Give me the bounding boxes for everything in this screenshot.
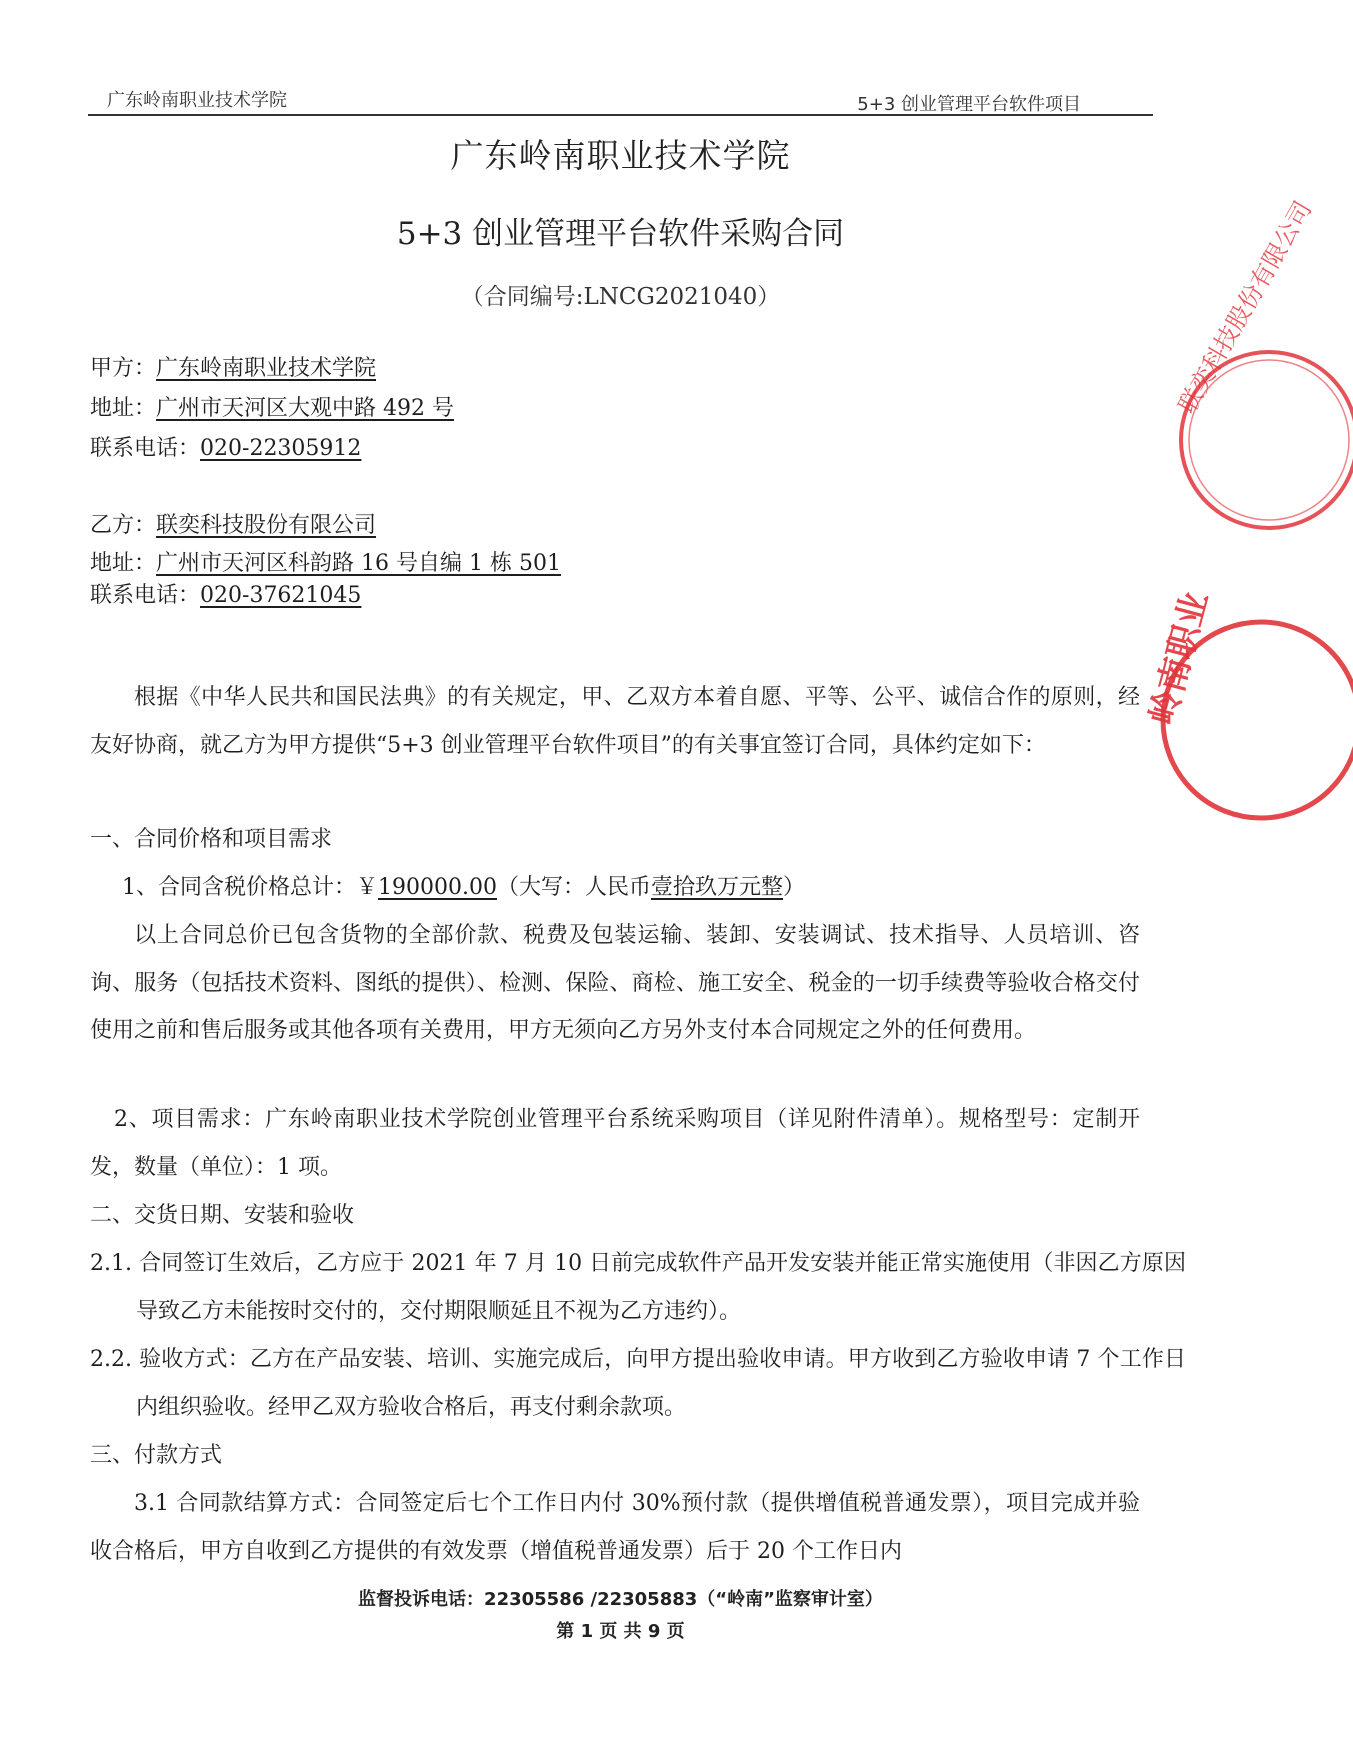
party-b-row (90, 508, 376, 539)
clause-3-1: 3.1 合同款结算方式：合同签定后七个工作日内付 30%预付款（提供增值税普通发票），项目完成并验收合格后，甲方自收到乙方提供的有效发票（增值税普通发票）后于 20 个工作日内 (90, 1491, 1140, 1564)
document-title: 广东岭南职业技术学院 (450, 136, 791, 175)
header-left: 广东岭南职业技术学院 (107, 90, 287, 111)
page-number: 第 1 页 共 9 页 (556, 1621, 685, 1642)
item-1-amount-words: 壹拾玖万元整 (651, 875, 784, 900)
college-seal (1142, 587, 1241, 830)
company-seal (1165, 196, 1318, 540)
item-1-amount: 190000.00 (378, 875, 497, 900)
party-a-label: 甲方： (90, 356, 157, 381)
party-a-phone-row (90, 431, 361, 462)
party-b-phone: 020-37621045 (200, 583, 362, 608)
intro-paragraph: 根据《中华人民共和国民法典》的有关规定，甲、乙双方本着自愿、平等、公平、诚信合作的原则，经友好协商，就乙方为甲方提供“5+3 创业管理平台软件项目”的有关事宜签订合同，具体约定如下： (90, 685, 1140, 758)
svg-text:联奕科技股份有限公司: 联奕科技股份有限公司 (1172, 196, 1318, 419)
party-a-phone: 020-22305912 (200, 436, 362, 461)
party-b-address-label: 地址： (90, 551, 157, 576)
item-1-detail: 以上合同总价已包含货物的全部价款、税费及包装运输、装卸、安装调试、技术指导、人员培训、咨询、服务（包括技术资料、图纸的提供）、检测、保险、商检、施工安全、税金的一切手续费等验收合格交付使用之前和售后服务或其他各项有关费用，甲方无须向乙方另外支付本合同规定之外的任何费用。 (90, 923, 1140, 1043)
party-b-address: 广州市天河区科韵路 16 号自编 1 栋 501 (156, 551, 561, 576)
section-2-heading: 二、交货日期、安装和验收 (90, 1203, 355, 1228)
document-subtitle: 5+3 创业管理平台软件采购合同 (396, 216, 845, 252)
party-a-address-row (90, 391, 454, 422)
party-b-address-row (90, 546, 561, 577)
party-a-address: 广州市天河区大观中路 492 号 (156, 396, 454, 421)
supervision-hotline: 监督投诉电话：22305586 /22305883（“岭南”监察审计室） (358, 1589, 883, 1610)
party-b-phone-row (90, 578, 361, 609)
clause-2-2: 2.2. 验收方式：乙方在产品安装、培训、实施完成后，向甲方提出验收申请。甲方收到乙方验收申请 7 个工作日内组织验收。经甲乙双方验收合格后，再支付剩余款项。 (90, 1347, 1186, 1420)
contract-number: （合同编号:LNCG2021040） (460, 284, 781, 310)
item-1-prefix: 1、合同含税价格总计：￥ (122, 875, 378, 900)
section-1-heading: 一、合同价格和项目需求 (90, 827, 333, 852)
svg-text:岭南职业: 岭南职业 (1142, 587, 1217, 730)
clause-2-1: 2.1. 合同签订生效后，乙方应于 2021 年 7 月 10 日前完成软件产品开发安装并能正常实施使用（非因乙方原因导致乙方未能按时交付的，交付期限顺延且不视为乙方违约）。 (90, 1251, 1186, 1324)
party-a-row (90, 351, 376, 382)
party-a-address-label: 地址： (90, 396, 157, 421)
party-a-name: 广东岭南职业技术学院 (156, 356, 377, 381)
item-2-requirement: 2、项目需求：广东岭南职业技术学院创业管理平台系统采购项目（详见附件清单）。规格型号：定制开发，数量（单位）：1 项。 (90, 1107, 1140, 1180)
item-1-suffix: ） (783, 875, 806, 900)
header-rule (88, 114, 1153, 116)
item-1-price (90, 864, 1140, 912)
party-b-name: 联奕科技股份有限公司 (156, 513, 377, 538)
party-b-label: 乙方： (90, 513, 157, 538)
party-b-phone-label: 联系电话： (90, 583, 201, 608)
section-3-heading: 三、付款方式 (90, 1443, 223, 1468)
item-1-mid: （大写：人民币 (496, 875, 651, 900)
party-a-phone-label: 联系电话： (90, 436, 201, 461)
header-right: 5+3 创业管理平台软件项目 (857, 94, 1081, 115)
